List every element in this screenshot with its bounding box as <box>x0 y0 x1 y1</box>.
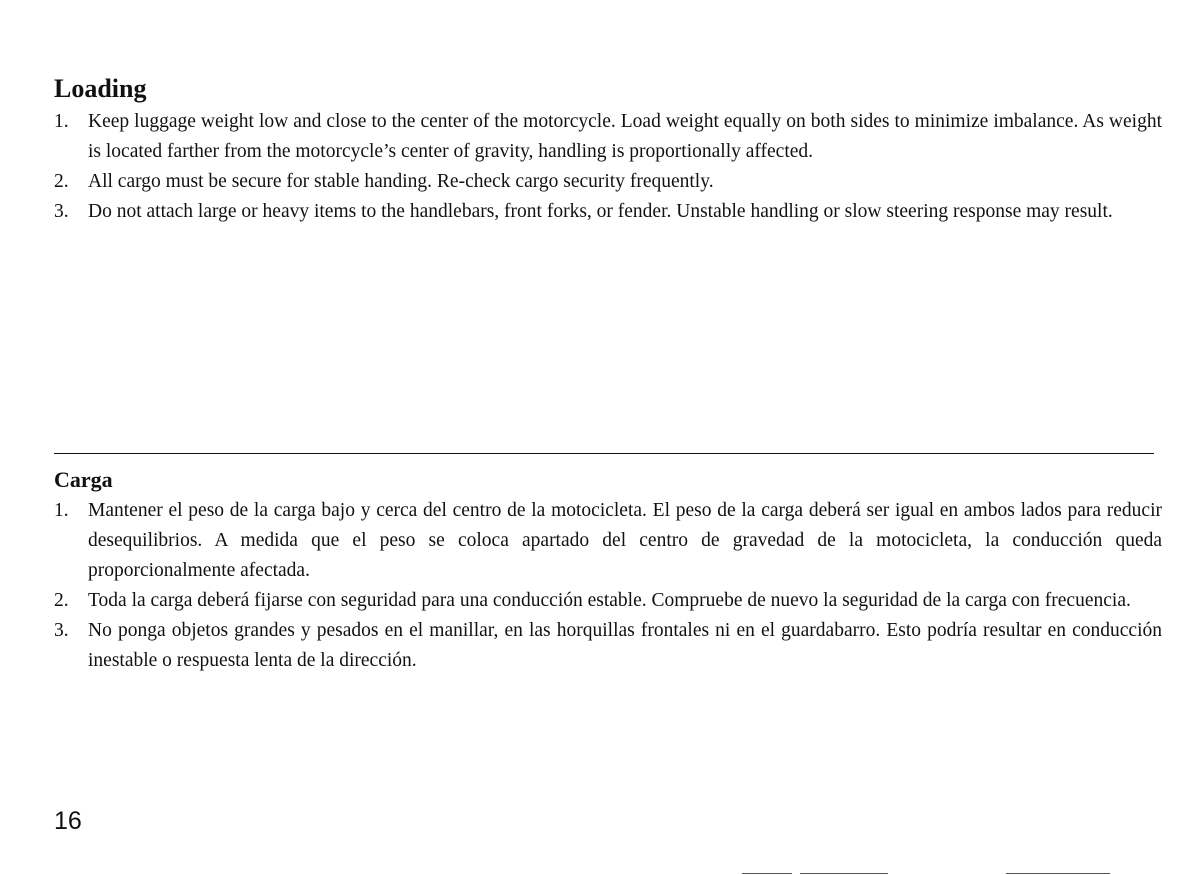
carga-section <box>54 466 1162 676</box>
list-item <box>54 167 1162 197</box>
item-text: Toda la carga deberá fijarse con seguridad para una conducción estable. Compruebe de nuevo la seguridad de la carga con frecuencia. <box>88 590 1131 611</box>
loading-list <box>54 107 1162 227</box>
loading-heading: Loading <box>54 74 147 103</box>
item-number: 3. <box>54 620 69 641</box>
scan-artifact-line <box>800 873 888 874</box>
item-number: 1. <box>54 500 69 521</box>
page-number: 16 <box>54 807 82 835</box>
item-number: 3. <box>54 201 69 222</box>
item-text: Keep luggage weight low and close to the center of the motorcycle. Load weight equally on both sides to minimize imbalance. As weight is located farther from the motorcycle’s center of gravity, handling is proportionally affected. <box>88 111 1162 162</box>
carga-list <box>54 496 1162 676</box>
list-item <box>54 496 1162 586</box>
carga-heading: Carga <box>54 467 113 492</box>
scan-artifact-line <box>1006 873 1110 874</box>
list-item <box>54 586 1162 616</box>
item-number: 1. <box>54 111 69 132</box>
loading-section <box>54 74 1162 227</box>
scan-artifact-line <box>742 873 792 874</box>
item-text: Do not attach large or heavy items to the handlebars, front forks, or fender. Unstable handling or slow steering response may result. <box>88 201 1113 222</box>
list-item <box>54 107 1162 167</box>
item-number: 2. <box>54 590 69 611</box>
section-divider <box>54 453 1154 454</box>
list-item <box>54 616 1162 676</box>
item-text: All cargo must be secure for stable handing. Re-check cargo security frequently. <box>88 171 714 192</box>
item-text: Mantener el peso de la carga bajo y cerca del centro de la motocicleta. El peso de la carga deberá ser igual en ambos lados para reducir desequilibrios. A medida que el peso se coloca apartado del centro de gravedad de la motocicleta, la conducción queda proporcionalmente afectada. <box>88 500 1162 581</box>
item-number: 2. <box>54 171 69 192</box>
list-item <box>54 197 1162 227</box>
item-text: No ponga objetos grandes y pesados en el manillar, en las horquillas frontales ni en el guardabarro. Esto podría resultar en conducción inestable o respuesta lenta de la dirección. <box>88 620 1162 671</box>
